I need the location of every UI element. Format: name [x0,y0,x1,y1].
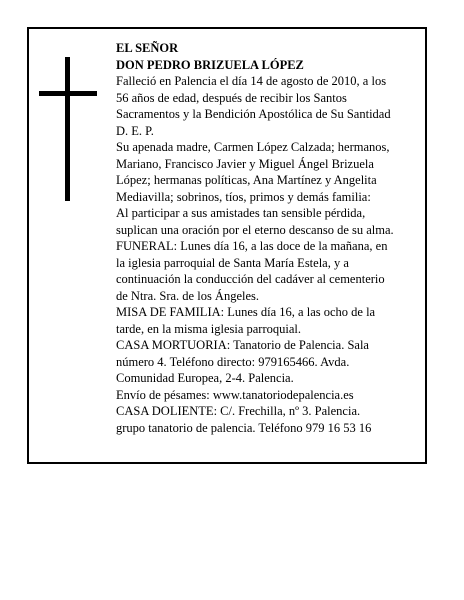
notice-body-line: suplican una oración por el eterno descanso de su alma. [116,222,394,237]
notice-body-line: de Ntra. Sra. de los Ángeles. [116,288,260,303]
notice-body-line: CASA DOLIENTE: C/. Frechilla, nº 3. Palencia. [116,404,361,418]
notice-body-line: la iglesia parroquial de Santa María Estela, y a [116,255,349,270]
notice-body-line: Su apenada madre, Carmen López Calzada; hermanos, [116,140,390,154]
notice-title-line-2: DON PEDRO BRIZUELA LÓPEZ [116,57,304,72]
notice-body-line: D. E. P. [116,123,154,138]
notice-body-line: Falleció en Palencia el día 14 de agosto de 2010, a los [116,74,387,88]
notice-body-line: Mediavilla; sobrinos, tíos, primos y demás familia: [116,189,371,204]
notice-body-line: tarde, en la misma iglesia parroquial. [116,321,302,336]
notice-body-line: continuación la conducción del cadáver al cementerio [116,272,385,286]
notice-body-line: López; hermanas políticas, Ana Martínez y Angelita [116,173,377,187]
notice-body-line: FUNERAL: Lunes día 16, a las doce de la mañana, en [116,239,388,253]
notice-body-line: CASA MORTUORIA: Tanatorio de Palencia. Sala [116,338,369,352]
cross-vertical-bar [65,57,70,201]
notice-body-line: grupo tanatorio de palencia. Teléfono 979 16 53 16 [116,420,372,435]
notice-body-line: número 4. Teléfono directo: 979165466. Avda. [116,354,350,369]
notice-body-line: Mariano, Francisco Javier y Miguel Ángel Brizuela [116,156,374,171]
notice-body-line: Sacramentos y la Bendición Apostólica de Su Santidad [116,107,391,121]
notice-body-line: Envío de pésames: www.tanatoriodepalencia.es [116,387,354,402]
notice-body-line: 56 años de edad, después de recibir los Santos [116,90,347,105]
notice-body-line: Comunidad Europea, 2-4. Palencia. [116,371,294,385]
notice-title-line-1: EL SEÑOR [116,41,179,55]
cross-icon [39,57,97,201]
notice-body-line: MISA DE FAMILIA: Lunes día 16, a las ocho de la [116,305,376,319]
obituary-notice [27,27,427,464]
cross-horizontal-bar [39,91,97,96]
notice-body-line: Al participar a sus amistades tan sensible pérdida, [116,206,366,220]
notice-text [116,40,424,436]
